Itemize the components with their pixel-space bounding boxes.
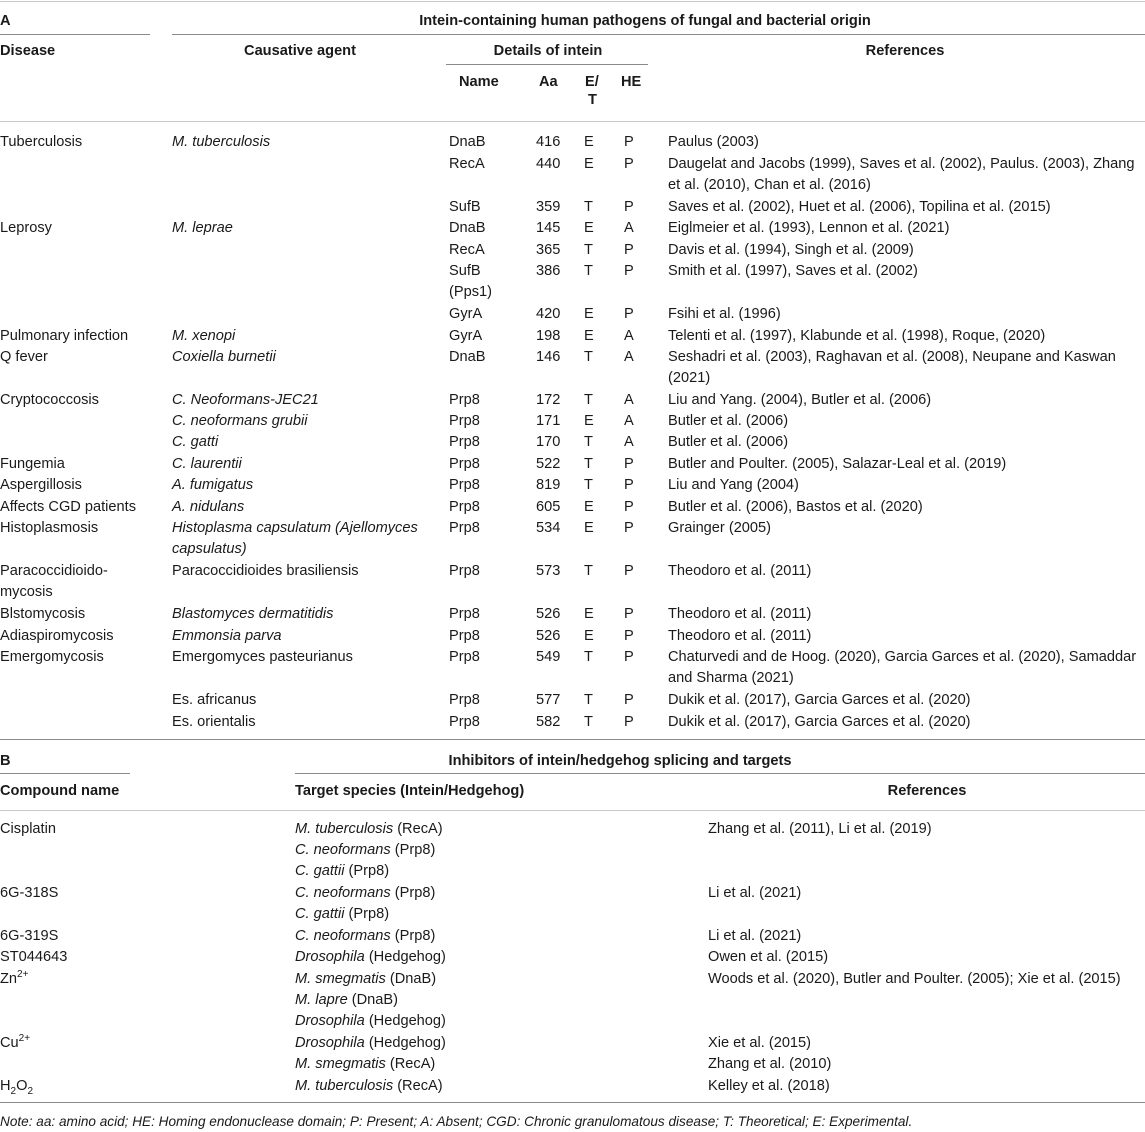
intein-et-cell: E [584, 134, 594, 150]
disease-cell: Blstomycosis [0, 606, 86, 622]
compound-cell: $Cu^{2+}$ [0, 1033, 31, 1051]
intein-name-cell: DnaB [449, 349, 486, 365]
intein-et-cell: E [584, 606, 594, 622]
intein-he-cell: P [624, 263, 634, 279]
intein-name-cell: Prp8 [449, 649, 480, 665]
reference-cell: Theodoro et al. (2011) [668, 628, 812, 644]
section-a-title: Intein-containing human pathogens of fungal and bacterial origin [419, 13, 871, 29]
intein-he-cell: P [624, 477, 634, 493]
intein-aa-cell: 170 [536, 434, 561, 450]
header-et-line2: T [588, 92, 597, 108]
causative-agent-cell: M. xenopi [172, 328, 236, 344]
intein-et-cell: T [584, 242, 593, 258]
target-species-cell: M. smegmatis (DnaB) [295, 971, 437, 987]
intein-he-cell: A [624, 392, 634, 408]
reference-cell: Butler and Poulter. (2005), Salazar-Leal et al. (2019) [668, 456, 1007, 472]
section-a-header-bottom-rule [0, 121, 1145, 122]
intein-aa-cell: 171 [536, 413, 561, 429]
reference-cell: Chaturvedi and de Hoog. (2020), Garcia Garces et al. (2020), Samaddar [668, 649, 1137, 665]
header-compound-name: Compound name [0, 783, 120, 799]
inhibitor-reference-cell: Zhang et al. (2011), Li et al. (2019) [708, 821, 932, 837]
intein-et-cell: T [584, 563, 593, 579]
disease-cell: Tuberculosis [0, 134, 83, 150]
intein-name-cell: Prp8 [449, 520, 480, 536]
target-species-cell: Drosophila (Hedgehog) [295, 1013, 446, 1029]
disease-cell: Leprosy [0, 220, 52, 236]
intein-aa-cell: 416 [536, 134, 561, 150]
intein-et-cell: E [584, 520, 594, 536]
intein-name-cell-cont: (Pps1) [449, 284, 492, 300]
header-disease: Disease [0, 43, 56, 59]
intein-name-cell: Prp8 [449, 434, 480, 450]
intein-et-cell: T [584, 714, 593, 730]
reference-cell: Saves et al. (2002), Huet et al. (2006), Topilina et al. (2015) [668, 199, 1051, 215]
intein-aa-cell: 549 [536, 649, 561, 665]
compound-cell: 6G-318S [0, 885, 59, 901]
table-note: Note: aa: amino acid; HE: Homing endonuclease domain; P: Present; A: Absent; CGD: Chronic granulomatous disease; T: Theoretical; E: Experimental. [0, 1114, 913, 1129]
disease-cell: Adiaspiromycosis [0, 628, 114, 644]
intein-he-cell: P [624, 242, 634, 258]
intein-et-cell: T [584, 477, 593, 493]
reference-cell: Liu and Yang. (2004), Butler et al. (2006) [668, 392, 932, 408]
compound-cell: $Zn^{2+}$ [0, 969, 29, 987]
inhibitor-reference-cell: Li et al. (2021) [708, 885, 802, 901]
section-b-header-bottom-rule [0, 810, 1145, 811]
intein-et-cell: T [584, 456, 593, 472]
causative-agent-cell: Coxiella burnetii [172, 349, 276, 365]
causative-agent-cell: Histoplasma capsulatum (Ajellomyces [172, 520, 418, 536]
intein-name-cell: Prp8 [449, 714, 480, 730]
reference-cell: and Sharma (2021) [668, 670, 794, 686]
target-species-cell: M. smegmatis (RecA) [295, 1056, 436, 1072]
intein-he-cell: A [624, 349, 634, 365]
inhibitor-reference-cell: Xie et al. (2015) [708, 1035, 812, 1051]
intein-aa-cell: 819 [536, 477, 561, 493]
intein-et-cell: T [584, 349, 593, 365]
intein-he-cell: P [624, 649, 634, 665]
intein-et-cell: E [584, 499, 594, 515]
compound-cell: 6G-319S [0, 928, 59, 944]
intein-aa-cell: 526 [536, 606, 561, 622]
header-target-species: Target species (Intein/Hedgehog) [295, 783, 525, 799]
intein-et-cell: E [584, 220, 594, 236]
table-a-bottom-rule [0, 739, 1145, 740]
intein-aa-cell: 526 [536, 628, 561, 644]
disease-cell: Histoplasmosis [0, 520, 99, 536]
causative-agent-cell: M. tuberculosis [172, 134, 271, 150]
target-species-cell: C. neoformans (Prp8) [295, 842, 436, 858]
section-a-title-rule [172, 34, 1145, 35]
intein-name-cell: Prp8 [449, 456, 480, 472]
disease-cell: Q fever [0, 349, 48, 365]
table-a-top-rule [0, 1, 1145, 2]
intein-et-cell: E [584, 306, 594, 322]
inhibitor-reference-cell: Owen et al. (2015) [708, 949, 829, 965]
header-aa: Aa [539, 74, 558, 90]
intein-name-cell: Prp8 [449, 413, 480, 429]
intein-et-cell: T [584, 199, 593, 215]
intein-he-cell: A [624, 413, 634, 429]
disease-cell-cont: mycosis [0, 584, 53, 600]
intein-aa-cell: 420 [536, 306, 561, 322]
intein-aa-cell: 386 [536, 263, 561, 279]
reference-cell: et al. (2010), Chan et al. (2016) [668, 177, 871, 193]
causative-agent-cell: C. Neoformans-JEC21 [172, 392, 319, 408]
intein-aa-cell: 146 [536, 349, 561, 365]
intein-name-cell: Prp8 [449, 606, 480, 622]
reference-cell: Seshadri et al. (2003), Raghavan et al. (2008), Neupane and Kaswan [668, 349, 1116, 365]
intein-aa-cell: 145 [536, 220, 561, 236]
intein-name-cell: Prp8 [449, 628, 480, 644]
disease-cell: Aspergillosis [0, 477, 82, 493]
intein-name-cell: DnaB [449, 134, 486, 150]
intein-aa-cell: 573 [536, 563, 561, 579]
intein-he-cell: A [624, 434, 634, 450]
intein-name-cell: RecA [449, 156, 485, 172]
section-a-letter: A [0, 13, 11, 29]
reference-cell: Davis et al. (1994), Singh et al. (2009) [668, 242, 914, 258]
reference-cell: Grainger (2005) [668, 520, 772, 536]
disease-cell: Fungemia [0, 456, 65, 472]
intein-et-cell: E [584, 628, 594, 644]
compound-cell: $H_2O_2$ [0, 1078, 34, 1097]
intein-he-cell: P [624, 606, 634, 622]
intein-he-cell: P [624, 456, 634, 472]
causative-agent-cell: Emmonsia parva [172, 628, 282, 644]
intein-aa-cell: 359 [536, 199, 561, 215]
intein-name-cell: SufB [449, 199, 481, 215]
compound-cell: Cisplatin [0, 821, 56, 837]
disease-cell: Cryptococcosis [0, 392, 99, 408]
causative-agent-cell: C. neoformans grubii [172, 413, 308, 429]
target-species-cell: Drosophila (Hedgehog) [295, 949, 446, 965]
intein-et-cell: E [584, 413, 594, 429]
intein-aa-cell: 365 [536, 242, 561, 258]
intein-name-cell: GyrA [449, 306, 483, 322]
section-b-letter: B [0, 753, 11, 769]
intein-he-cell: P [624, 199, 634, 215]
intein-aa-cell: 198 [536, 328, 561, 344]
intein-et-cell: T [584, 649, 593, 665]
intein-he-cell: P [624, 628, 634, 644]
target-species-cell: M. tuberculosis (RecA) [295, 821, 443, 837]
reference-cell: Butler et al. (2006) [668, 413, 789, 429]
intein-name-cell: SufB [449, 263, 481, 279]
intein-aa-cell: 534 [536, 520, 561, 536]
reference-cell: Telenti et al. (1997), Klabunde et al. (1998), Roque, (2020) [668, 328, 1046, 344]
reference-cell: Fsihi et al. (1996) [668, 306, 781, 322]
intein-he-cell: P [624, 692, 634, 708]
inhibitor-reference-cell-cont: Zhang et al. (2010) [708, 1056, 832, 1072]
intein-aa-cell: 172 [536, 392, 561, 408]
intein-aa-cell: 440 [536, 156, 561, 172]
intein-et-cell: T [584, 434, 593, 450]
target-species-cell: C. gattii (Prp8) [295, 906, 390, 922]
inhibitor-reference-cell: Li et al. (2021) [708, 928, 802, 944]
header-he: HE [621, 74, 642, 90]
inhibitor-reference-cell: Kelley et al. (2018) [708, 1078, 830, 1094]
header-et-line1: E/ [585, 74, 599, 90]
details-header-rule [446, 64, 648, 65]
intein-name-cell: GyrA [449, 328, 483, 344]
header-causative-agent: Causative agent [244, 43, 356, 59]
intein-et-cell: E [584, 156, 594, 172]
causative-agent-cell: C. laurentii [172, 456, 242, 472]
reference-cell: Smith et al. (1997), Saves et al. (2002) [668, 263, 918, 279]
intein-name-cell: Prp8 [449, 563, 480, 579]
disease-cell: Pulmonary infection [0, 328, 129, 344]
causative-agent-cell: A. fumigatus [172, 477, 254, 493]
disease-header-rule [0, 34, 150, 35]
intein-he-cell: P [624, 134, 634, 150]
reference-cell: Butler et al. (2006) [668, 434, 789, 450]
intein-et-cell: E [584, 328, 594, 344]
reference-cell: Dukik et al. (2017), Garcia Garces et al. (2020) [668, 692, 971, 708]
target-species-cell: C. gattii (Prp8) [295, 863, 390, 879]
causative-agent-cell: C. gatti [172, 434, 219, 450]
header-details-of-intein: Details of intein [493, 43, 603, 59]
intein-he-cell: A [624, 220, 634, 236]
intein-aa-cell: 582 [536, 714, 561, 730]
causative-agent-cell: A. nidulans [172, 499, 245, 515]
intein-name-cell: Prp8 [449, 692, 480, 708]
reference-cell: Theodoro et al. (2011) [668, 606, 812, 622]
intein-he-cell: P [624, 306, 634, 322]
header-references: References [865, 43, 945, 59]
reference-cell: (2021) [668, 370, 711, 386]
reference-cell: Paulus (2003) [668, 134, 759, 150]
causative-agent-cell-cont: capsulatus) [172, 541, 247, 557]
header-name: Name [459, 74, 499, 90]
intein-he-cell: P [624, 563, 634, 579]
target-species-cell: M. lapre (DnaB) [295, 992, 398, 1008]
inhibitor-reference-cell: Woods et al. (2020), Butler and Poulter. (2005); Xie et al. (2015) [708, 971, 1121, 987]
causative-agent-cell: Emergomyces pasteurianus [172, 649, 353, 665]
target-species-cell: C. neoformans (Prp8) [295, 885, 436, 901]
causative-agent-cell: M. leprae [172, 220, 233, 236]
intein-aa-cell: 577 [536, 692, 561, 708]
target-species-cell: Drosophila (Hedgehog) [295, 1035, 446, 1051]
header-b-references: References [887, 783, 967, 799]
reference-cell: Daugelat and Jacobs (1999), Saves et al. (2002), Paulus. (2003), Zhang [668, 156, 1135, 172]
causative-agent-cell: Es. orientalis [172, 714, 256, 730]
section-b-title: Inhibitors of intein/hedgehog splicing and targets [448, 753, 792, 769]
reference-cell: Liu and Yang (2004) [668, 477, 799, 493]
intein-name-cell: Prp8 [449, 477, 480, 493]
reference-cell: Theodoro et al. (2011) [668, 563, 812, 579]
intein-he-cell: P [624, 499, 634, 515]
target-species-cell: M. tuberculosis (RecA) [295, 1078, 443, 1094]
intein-aa-cell: 522 [536, 456, 561, 472]
table-b-bottom-rule [0, 1102, 1145, 1103]
section-b-title-rule [295, 773, 1145, 774]
causative-agent-cell: Paracoccidioides brasiliensis [172, 563, 359, 579]
causative-agent-cell: Es. africanus [172, 692, 257, 708]
reference-cell: Butler et al. (2006), Bastos et al. (2020) [668, 499, 923, 515]
disease-cell: Affects CGD patients [0, 499, 136, 515]
target-species-cell: C. neoformans (Prp8) [295, 928, 436, 944]
reference-cell: Eiglmeier et al. (1993), Lennon et al. (2021) [668, 220, 950, 236]
intein-he-cell: A [624, 328, 634, 344]
intein-he-cell: P [624, 156, 634, 172]
reference-cell: Dukik et al. (2017), Garcia Garces et al. (2020) [668, 714, 971, 730]
intein-he-cell: P [624, 520, 634, 536]
compound-header-rule [0, 773, 130, 774]
disease-cell: Paracoccidioido- [0, 563, 108, 579]
intein-et-cell: T [584, 263, 593, 279]
intein-et-cell: T [584, 692, 593, 708]
intein-name-cell: Prp8 [449, 392, 480, 408]
causative-agent-cell: Blastomyces dermatitidis [172, 606, 334, 622]
intein-name-cell: DnaB [449, 220, 486, 236]
intein-he-cell: P [624, 714, 634, 730]
compound-cell: ST044643 [0, 949, 68, 965]
intein-name-cell: Prp8 [449, 499, 480, 515]
intein-name-cell: RecA [449, 242, 485, 258]
intein-aa-cell: 605 [536, 499, 561, 515]
intein-et-cell: T [584, 392, 593, 408]
disease-cell: Emergomycosis [0, 649, 104, 665]
